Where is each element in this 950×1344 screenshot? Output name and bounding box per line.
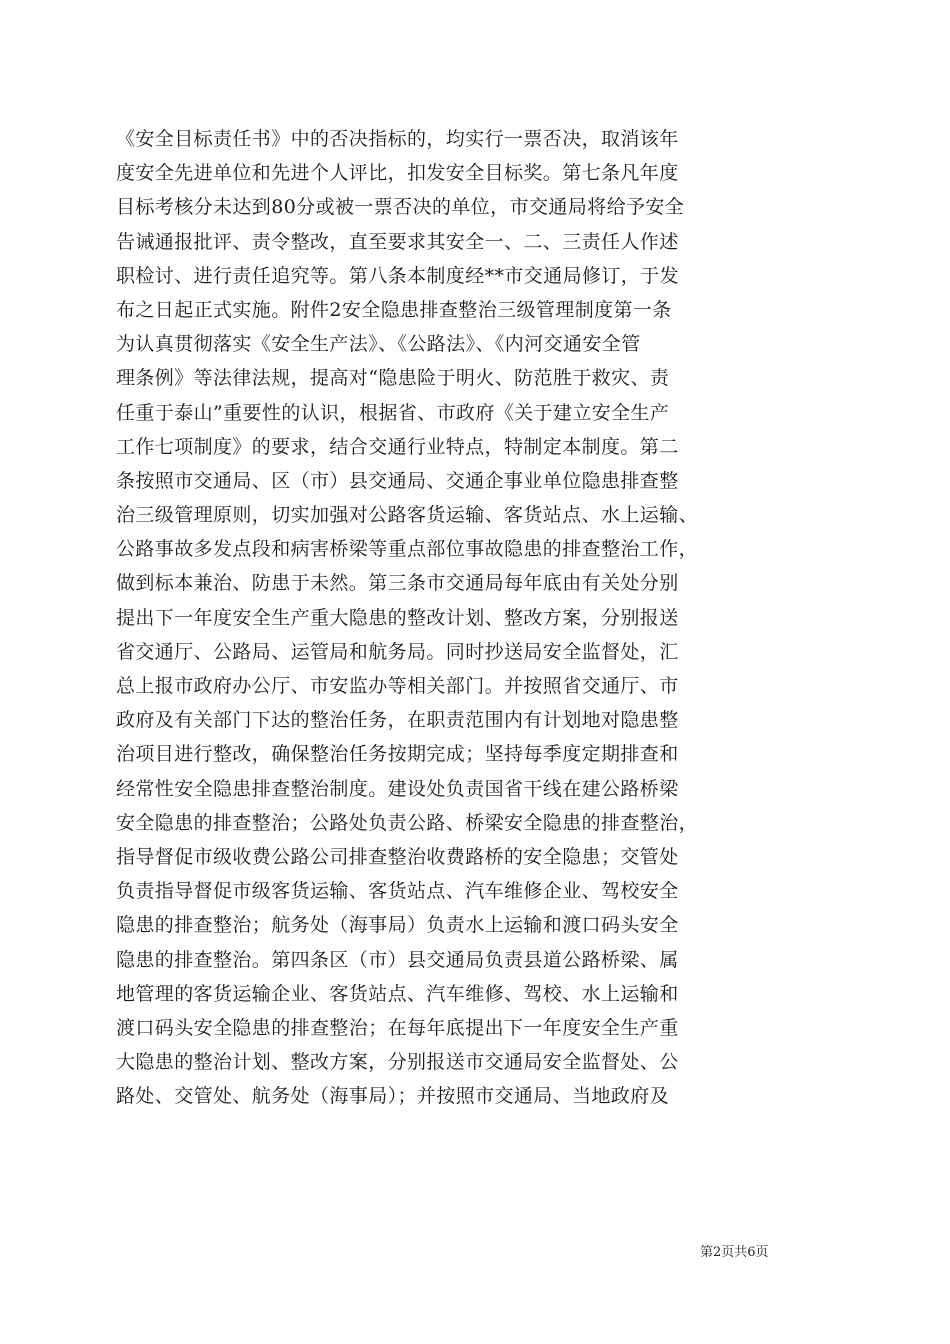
text-line: 布之日起正式实施。附件2安全隐患排查整治三级管理制度第一条: [116, 298, 672, 321]
text-line: 省交通厅、公路局、运管局和航务局。同时抄送局安全监督处，汇: [116, 640, 679, 663]
text-line: 隐患的排查整治。第四条区（市）县交通局负责县道公路桥梁、属: [116, 948, 679, 971]
text-line: 工作七项制度》的要求，结合交通行业特点，特制定本制度。第二: [116, 435, 679, 458]
text-line: 大隐患的整治计划、整改方案，分别报送市交通局安全监督处、公: [116, 1051, 679, 1074]
text-line: 理条例》等法律法规，提高对“隐患险于明火、防范胜于救灾、责: [116, 367, 670, 390]
text-line: 地管理的客货运输企业、客货站点、汽车维修、驾校、水上运输和: [116, 982, 679, 1005]
text-line: 公路事故多发点段和病害桥梁等重点部位事故隐患的排查整治工作，: [116, 538, 699, 561]
text-line: 指导督促市级收费公路公司排查整治收费路桥的安全隐患；交管处: [116, 845, 679, 868]
text-line: 目标考核分未达到80分或被一票否决的单位，市交通局将给予安全: [116, 196, 685, 219]
document-body: [116, 122, 816, 1113]
text-line: 职检讨、进行责任追究等。第八条本制度经**市交通局修订，于发: [116, 264, 680, 287]
text-line: 为认真贯彻落实《安全生产法》、《公路法》、《内河交通安全管: [116, 333, 641, 356]
text-line: 政府及有关部门下达的整治任务，在职责范围内有计划地对隐患整: [116, 709, 679, 732]
text-line: 安全隐患的排查整治；公路处负责公路、桥梁安全隐患的排查整治，: [116, 811, 699, 834]
text-line: 《安全目标责任书》中的否决指标的，均实行一票否决，取消该年: [116, 128, 679, 150]
text-line: 治三级管理原则，切实加强对公路客货运输、客货站点、水上运输、: [116, 504, 699, 527]
page-number: 第2页共6页: [700, 1245, 769, 1260]
text-line: 做到标本兼治、防患于未然。第三条市交通局每年底由有关处分别: [116, 572, 679, 595]
text-line: 渡口码头安全隐患的排查整治；在每年底提出下一年度安全生产重: [116, 1016, 679, 1039]
text-line: 总上报市政府办公厅、市安监办等相关部门。并按照省交通厅、市: [116, 675, 679, 697]
text-line: 负责指导督促市级客货运输、客货站点、汽车维修企业、驾校安全: [116, 880, 679, 903]
text-line: 路处、交管处、航务处（海事局）；并按照市交通局、当地政府及: [116, 1085, 670, 1108]
text-line: 任重于泰山”重要性的认识，根据省、市政府《关于建立安全生产: [116, 401, 670, 424]
text-line: 提出下一年度安全生产重大隐患的整改计划、整改方案，分别报送: [116, 606, 679, 629]
text-line: 经常性安全隐患排查整治制度。建设处负责国省干线在建公路桥梁: [116, 777, 679, 800]
text-line: 隐患的排查整治；航务处（海事局）负责水上运输和渡口码头安全: [116, 914, 679, 937]
text-line: 条按照市交通局、区（市）县交通局、交通企事业单位隐患排查整: [116, 469, 679, 492]
text-line: 度安全先进单位和先进个人评比，扣发安全目标奖。第七条凡年度: [116, 162, 679, 185]
text-line: 告诫通报批评、责令整改，直至要求其安全一、二、三责任人作述: [116, 230, 679, 253]
text-line: 治项目进行整改，确保整治任务按期完成；坚持每季度定期排查和: [116, 743, 679, 766]
